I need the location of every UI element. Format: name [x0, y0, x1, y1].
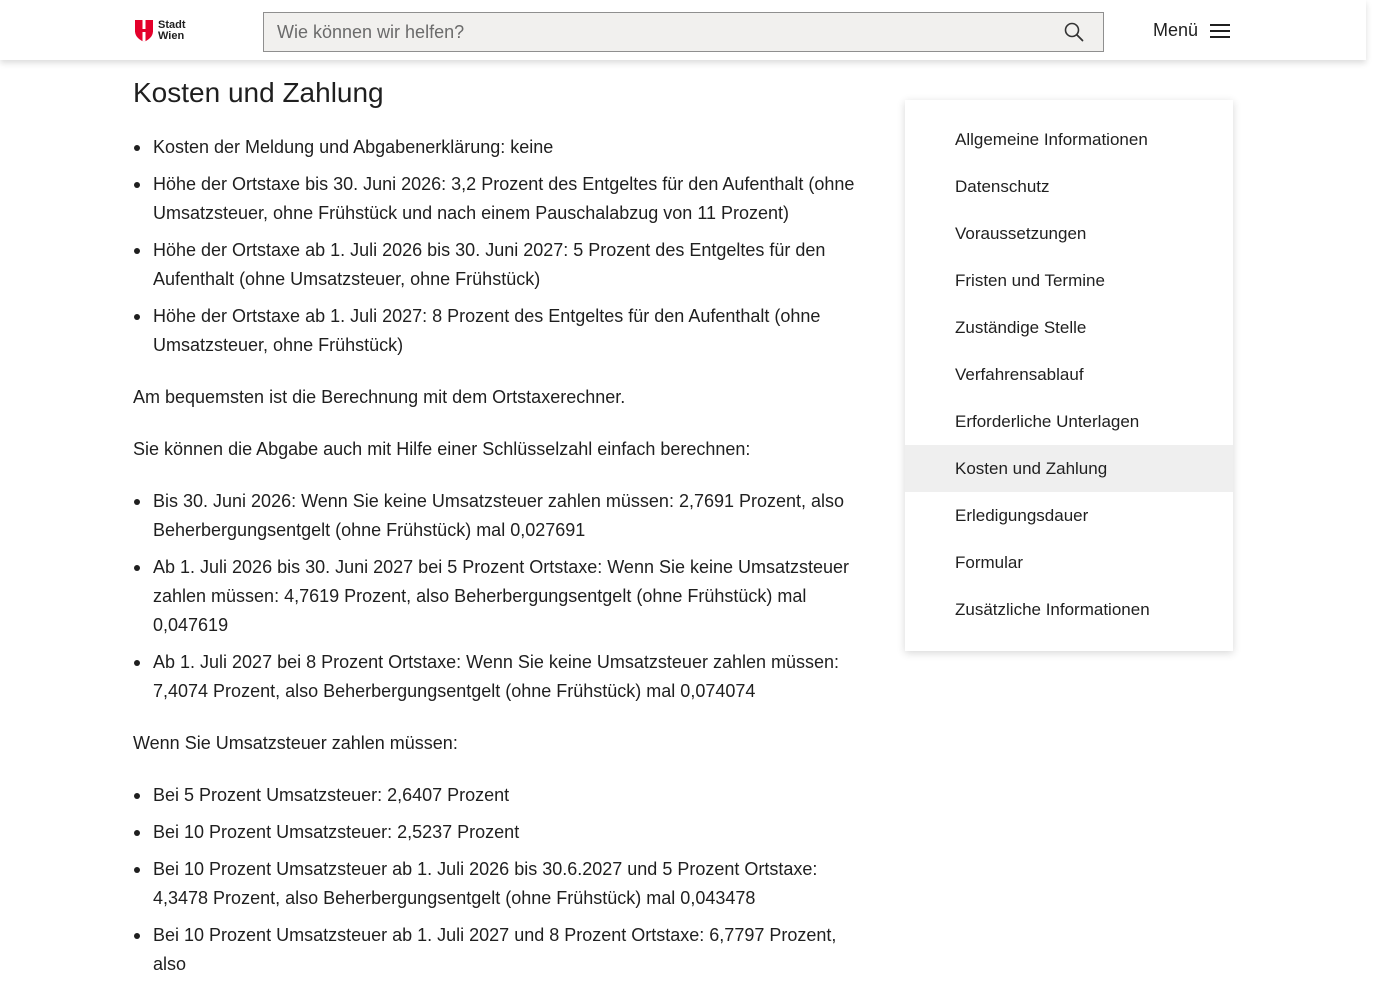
nav-item-zustaendige-stelle[interactable]: Zuständige Stelle	[955, 318, 1087, 337]
logo-line-1: Stadt	[158, 19, 186, 31]
nav-item-datenschutz[interactable]: Datenschutz	[955, 177, 1050, 196]
list-item: Ab 1. Juli 2027 bei 8 Prozent Ortstaxe: Wenn Sie keine Umsatzsteuer zahlen müssen: 7,4074 Prozent, also Beherbergungsentgelt (ohne Frühstück) mal 0,074074	[133, 648, 858, 706]
wien-shield-icon	[135, 20, 153, 42]
hamburger-icon	[1210, 22, 1230, 40]
page-navigation	[905, 100, 1233, 651]
menu-label: Menü	[1153, 20, 1199, 40]
stadt-wien-logo[interactable]	[135, 20, 186, 42]
key-number-list	[133, 487, 858, 706]
nav-item-zusaetzliche-informationen[interactable]: Zusätzliche Informationen	[955, 600, 1150, 619]
search-icon[interactable]	[1064, 22, 1084, 42]
nav-item-fristen-und-termine[interactable]: Fristen und Termine	[955, 271, 1105, 290]
calculator-paragraph: Am bequemsten ist die Berechnung mit dem Ortstaxerechner.	[133, 387, 626, 407]
list-item: Höhe der Ortstaxe bis 30. Juni 2026: 3,2 Prozent des Entgeltes für den Aufenthalt (ohne Umsatzsteuer, ohne Frühstück und nach einem Pauschalabzug von 11 Prozent)	[133, 170, 858, 228]
nav-item-voraussetzungen[interactable]: Voraussetzungen	[955, 224, 1087, 243]
site-header	[0, 0, 1366, 60]
list-item: Höhe der Ortstaxe ab 1. Juli 2027: 8 Prozent des Entgeltes für den Aufenthalt (ohne Umsatzsteuer, ohne Frühstück)	[133, 302, 858, 360]
vat-paragraph: Wenn Sie Umsatzsteuer zahlen müssen:	[133, 733, 458, 753]
main-content	[133, 75, 858, 987]
list-item: Bei 10 Prozent Umsatzsteuer ab 1. Juli 2027 und 8 Prozent Ortstaxe: 6,7797 Prozent, also	[133, 921, 858, 979]
list-item: Ab 1. Juli 2026 bis 30. Juni 2027 bei 5 Prozent Ortstaxe: Wenn Sie keine Umsatzsteuer zahlen müssen: 4,7619 Prozent, also Beherbergungsentgelt (ohne Frühstück) mal 0,047619	[133, 553, 858, 640]
vat-list	[133, 781, 858, 979]
list-item: Bei 10 Prozent Umsatzsteuer ab 1. Juli 2026 bis 30.6.2027 und 5 Prozent Ortstaxe: 4,3478 Prozent, also Beherbergungsentgelt (ohne Frühstück) mal 0,043478	[133, 855, 858, 913]
logo-text	[158, 20, 186, 42]
nav-item-formular[interactable]: Formular	[955, 553, 1024, 572]
list-item: Bis 30. Juni 2026: Wenn Sie keine Umsatzsteuer zahlen müssen: 2,7691 Prozent, also Beherbergungsentgelt (ohne Frühstück) mal 0,027691	[133, 487, 858, 545]
section-title: Kosten und Zahlung	[133, 77, 384, 108]
menu-button[interactable]	[1153, 20, 1230, 41]
search-input[interactable]	[264, 13, 1103, 51]
list-item: Bei 10 Prozent Umsatzsteuer: 2,5237 Prozent	[133, 818, 858, 847]
nav-item-erledigungsdauer[interactable]: Erledigungsdauer	[955, 506, 1089, 525]
list-item: Höhe der Ortstaxe ab 1. Juli 2026 bis 30. Juni 2027: 5 Prozent des Entgeltes für den Aufenthalt (ohne Umsatzsteuer, ohne Frühstück)	[133, 236, 858, 294]
nav-item-verfahrensablauf[interactable]: Verfahrensablauf	[955, 365, 1084, 384]
key-number-paragraph: Sie können die Abgabe auch mit Hilfe einer Schlüsselzahl einfach berechnen:	[133, 439, 751, 459]
logo-line-2: Wien	[158, 30, 185, 42]
nav-item-erforderliche-unterlagen[interactable]: Erforderliche Unterlagen	[955, 412, 1140, 431]
list-item: Kosten der Meldung und Abgabenerklärung: keine	[133, 133, 858, 162]
nav-item-allgemeine-informationen[interactable]: Allgemeine Informationen	[955, 130, 1148, 149]
search-box	[263, 12, 1104, 52]
costs-list	[133, 133, 858, 360]
nav-item-kosten-und-zahlung[interactable]: Kosten und Zahlung	[905, 445, 1233, 492]
list-item: Bei 5 Prozent Umsatzsteuer: 2,6407 Prozent	[133, 781, 858, 810]
